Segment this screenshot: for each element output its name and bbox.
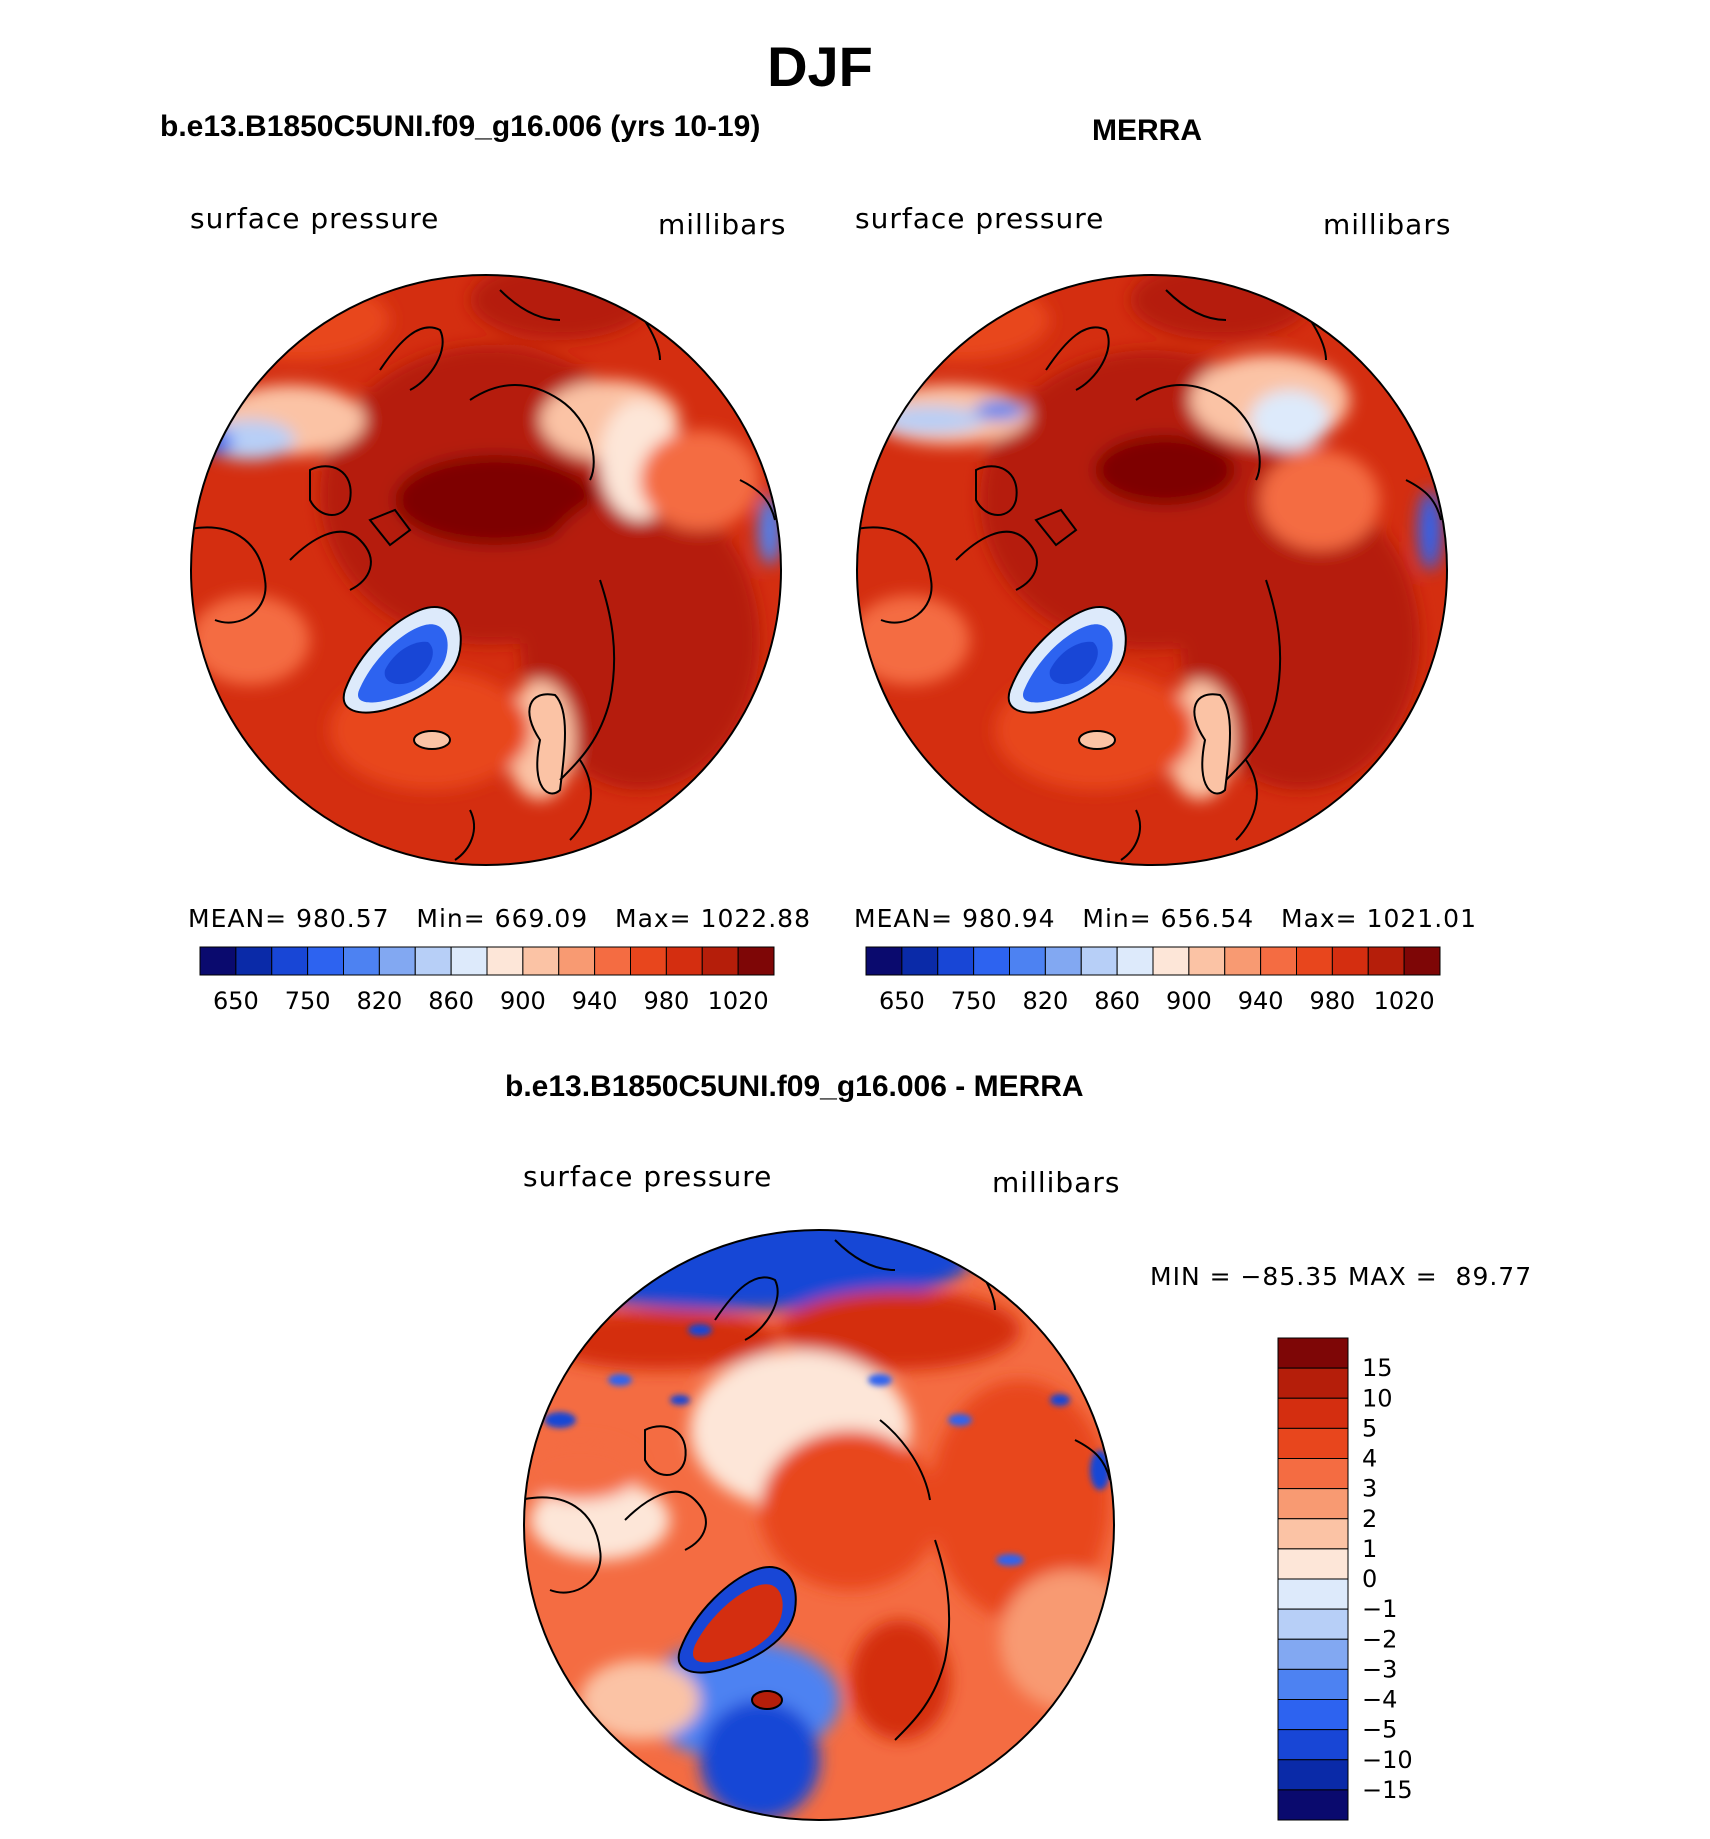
merra-min-label: Min= xyxy=(1082,904,1152,933)
difference-colorbar-box xyxy=(1278,1669,1348,1699)
difference-colorbar-box xyxy=(1278,1428,1348,1458)
difference-variable-label: surface pressure xyxy=(523,1160,773,1193)
merra-colorbar-box xyxy=(1261,947,1297,975)
merra-colorbar-tick: 860 xyxy=(1094,987,1141,1015)
difference-colorbar-box xyxy=(1278,1398,1348,1428)
merra-colorbar-box xyxy=(1117,947,1153,975)
difference-colorbar-box xyxy=(1278,1609,1348,1639)
merra-colorbar-box xyxy=(938,947,974,975)
merra-colorbar-box xyxy=(1297,947,1333,975)
model-colorbar-box xyxy=(702,947,738,975)
merra-colorbar-box xyxy=(1189,947,1225,975)
merra-units-label: millibars xyxy=(1323,208,1452,241)
difference-units-label: millibars xyxy=(992,1166,1121,1199)
merra-colorbar-tick: 940 xyxy=(1237,987,1284,1015)
model-polar-map xyxy=(180,260,800,870)
merra-colorbar-box xyxy=(1404,947,1440,975)
model-min-label: Min= xyxy=(416,904,486,933)
difference-colorbar-box xyxy=(1278,1489,1348,1519)
model-variable-label: surface pressure xyxy=(190,202,440,235)
merra-stats xyxy=(854,904,1477,933)
difference-colorbar-tick: −2 xyxy=(1362,1625,1398,1654)
merra-colorbar xyxy=(866,947,1440,1015)
merra-colorbar-box xyxy=(902,947,938,975)
merra-colorbar-box xyxy=(1368,947,1404,975)
main-title: DJF xyxy=(767,35,873,98)
merra-colorbar-box xyxy=(1081,947,1117,975)
difference-minmax: MIN = −85.35 MAX = 89.77 xyxy=(1150,1262,1533,1291)
merra-colorbar-box xyxy=(974,947,1010,975)
model-colorbar-tick: 820 xyxy=(356,987,403,1015)
merra-max-value: 1021.01 xyxy=(1366,904,1477,933)
model-colorbar-box xyxy=(451,947,487,975)
merra-max-label: Max= xyxy=(1281,904,1358,933)
merra-colorbar-tick: 750 xyxy=(950,987,997,1015)
difference-colorbar-tick: 3 xyxy=(1362,1474,1378,1503)
difference-colorbar-tick: −1 xyxy=(1362,1595,1398,1624)
difference-colorbar-tick: 0 xyxy=(1362,1565,1378,1593)
model-colorbar-box xyxy=(272,947,308,975)
difference-colorbar-box xyxy=(1278,1338,1348,1368)
model-colorbar-tick: 750 xyxy=(284,987,331,1015)
model-stats xyxy=(188,904,811,933)
model-colorbar-tick: 940 xyxy=(571,987,618,1015)
model-colorbar-box xyxy=(631,947,667,975)
model-min-value: 669.09 xyxy=(494,904,589,933)
model-colorbar-box xyxy=(559,947,595,975)
difference-colorbar-tick: −10 xyxy=(1362,1745,1413,1774)
model-colorbar-box xyxy=(308,947,344,975)
model-colorbar-tick: 650 xyxy=(212,987,259,1015)
model-max-label: Max= xyxy=(615,904,692,933)
model-colorbar-box xyxy=(523,947,559,975)
difference-colorbar-tick: 4 xyxy=(1362,1444,1378,1473)
difference-colorbar-box xyxy=(1278,1519,1348,1549)
difference-colorbar-box xyxy=(1278,1760,1348,1790)
model-mean-label: MEAN= xyxy=(188,904,288,933)
model-colorbar-box xyxy=(200,947,236,975)
difference-colorbar xyxy=(1278,1338,1413,1820)
merra-mean-label: MEAN= xyxy=(854,904,954,933)
difference-colorbar-box xyxy=(1278,1579,1348,1609)
difference-colorbar-tick: 5 xyxy=(1362,1414,1378,1443)
model-colorbar-box xyxy=(738,947,774,975)
difference-colorbar-tick: 2 xyxy=(1362,1504,1378,1533)
merra-colorbar-tick: 900 xyxy=(1165,987,1212,1015)
merra-colorbar-tick: 980 xyxy=(1309,987,1356,1015)
merra-colorbar-tick: 1020 xyxy=(1373,987,1435,1015)
model-colorbar-box xyxy=(415,947,451,975)
merra-colorbar-box xyxy=(1045,947,1081,975)
model-colorbar-tick: 900 xyxy=(499,987,546,1015)
difference-colorbar-tick: −4 xyxy=(1362,1685,1398,1714)
difference-panel-title: b.e13.B1850C5UNI.f09_g16.006 - MERRA xyxy=(505,1070,1084,1103)
model-colorbar-box xyxy=(344,947,380,975)
model-mean-value: 980.57 xyxy=(296,904,390,933)
merra-min-value: 656.54 xyxy=(1160,904,1255,933)
difference-colorbar-box xyxy=(1278,1700,1348,1730)
difference-colorbar-box xyxy=(1278,1730,1348,1760)
model-colorbar-box xyxy=(666,947,702,975)
merra-colorbar-tick: 820 xyxy=(1022,987,1069,1015)
difference-colorbar-tick: −15 xyxy=(1362,1775,1413,1804)
model-max-value: 1022.88 xyxy=(700,904,811,933)
merra-colorbar-box xyxy=(1153,947,1189,975)
difference-colorbar-tick: 1 xyxy=(1362,1534,1378,1563)
model-colorbar-box xyxy=(379,947,415,975)
model-colorbar-tick: 980 xyxy=(643,987,690,1015)
difference-colorbar-tick: 15 xyxy=(1362,1354,1393,1383)
model-colorbar-tick: 860 xyxy=(428,987,475,1015)
difference-colorbar-box xyxy=(1278,1639,1348,1669)
merra-panel-title: MERRA xyxy=(1092,114,1202,147)
difference-colorbar-tick: 10 xyxy=(1362,1384,1393,1413)
merra-mean-value: 980.94 xyxy=(962,904,1056,933)
merra-colorbar-tick: 650 xyxy=(878,987,925,1015)
merra-variable-label: surface pressure xyxy=(855,202,1105,235)
difference-polar-map xyxy=(510,1210,1140,1839)
model-colorbar-box xyxy=(595,947,631,975)
difference-colorbar-tick: −3 xyxy=(1362,1655,1398,1684)
difference-colorbar-box xyxy=(1278,1368,1348,1398)
difference-colorbar-box xyxy=(1278,1790,1348,1820)
difference-colorbar-tick: −5 xyxy=(1362,1715,1398,1744)
difference-colorbar-box xyxy=(1278,1459,1348,1489)
model-panel-title: b.e13.B1850C5UNI.f09_g16.006 (yrs 10-19) xyxy=(160,110,761,143)
merra-polar-map xyxy=(846,260,1466,870)
merra-colorbar-box xyxy=(1332,947,1368,975)
model-units-label: millibars xyxy=(658,208,787,241)
merra-colorbar-box xyxy=(1010,947,1046,975)
merra-colorbar-box xyxy=(866,947,902,975)
model-colorbar-box xyxy=(236,947,272,975)
merra-colorbar-box xyxy=(1225,947,1261,975)
difference-colorbar-box xyxy=(1278,1549,1348,1579)
model-colorbar xyxy=(200,947,774,1015)
model-colorbar-box xyxy=(487,947,523,975)
model-colorbar-tick: 1020 xyxy=(707,987,769,1015)
